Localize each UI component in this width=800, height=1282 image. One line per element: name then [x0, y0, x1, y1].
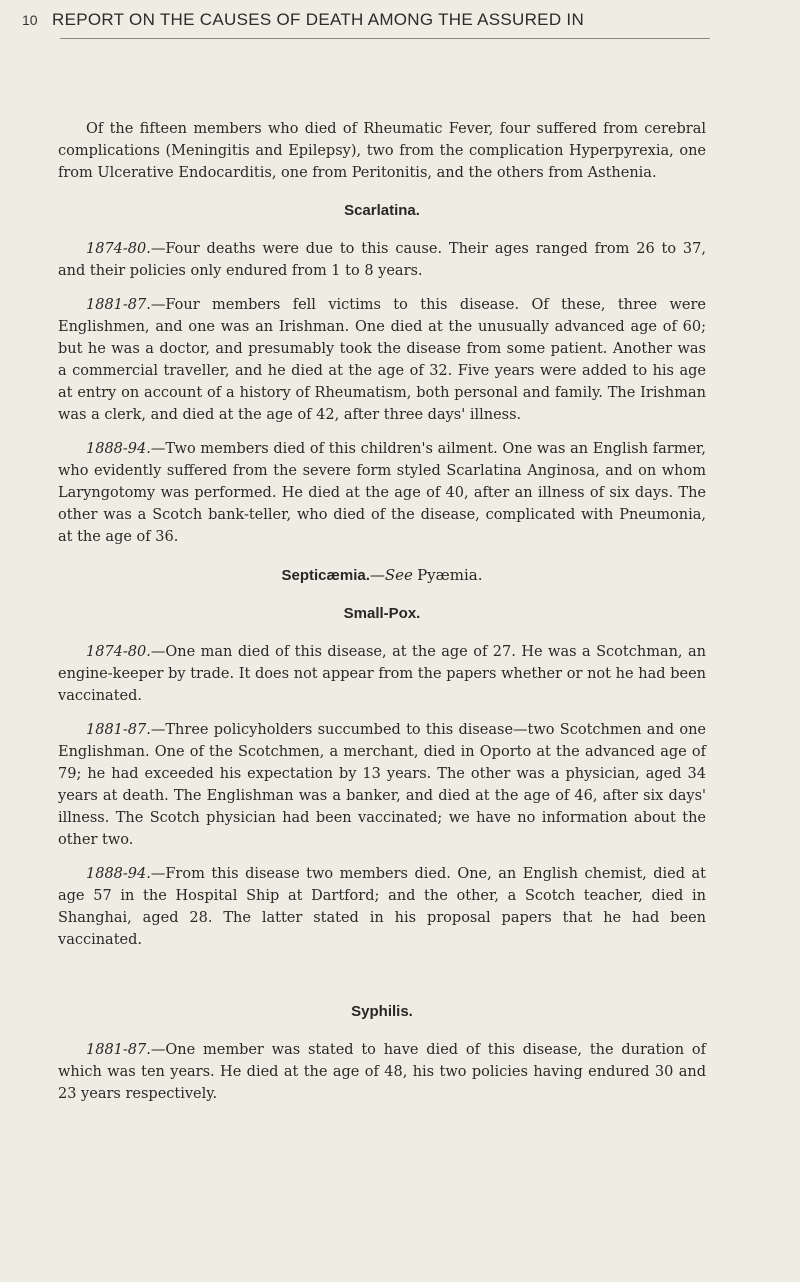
entry-date: 1881-87.: [86, 297, 151, 313]
scarlatina-entry-1881: [58, 294, 706, 426]
entry-date: 1881-87.: [86, 722, 151, 738]
entry-text: —Four members fell victims to this disease. Of these, three were Englishmen, and one was an Irishman. One died at the unusually advanced age of 60; but he was a doctor, and presumably took the disease from some patient. Another was a commercial traveller, and he died at the age of 32. Five years were added to his age at entry on account of a history of Rheumatism, both personal and family. The Irishman was a clerk, and died at the age of 42, after three days' illness.: [58, 297, 706, 423]
scarlatina-entry-1874: [58, 238, 706, 282]
entry-date: 1888-94.: [86, 866, 151, 882]
entry-date: 1874-80.: [86, 241, 151, 257]
see-reference-label: —See: [369, 566, 413, 584]
small-pox-entry-1874: [58, 641, 706, 707]
cross-reference: Pyæmia.: [417, 566, 483, 584]
page-header: [22, 10, 712, 32]
page-body: [58, 118, 706, 1117]
small-pox-entry-1888: [58, 863, 706, 951]
section-heading-septicaemia: [58, 564, 706, 587]
section-heading-syphilis: Syphilis.: [351, 1003, 413, 1020]
entry-text: —One man died of this disease, at the age of 27. He was a Scotchman, an engine-keeper by trade. It does not appear from the papers whether or not he had been vaccinated.: [58, 644, 706, 704]
entry-text: —One member was stated to have died of this disease, the duration of which was ten years. He died at the age of 48, his two policies having endured 30 and 23 years respectively.: [58, 1042, 706, 1102]
small-pox-entry-1881: [58, 719, 706, 851]
septicaemia-title: Septicæmia.: [281, 567, 370, 584]
syphilis-entry-1881: [58, 1039, 706, 1105]
section-gap: [58, 963, 706, 985]
header-rule: [60, 38, 710, 39]
entry-date: 1881-87.: [86, 1042, 151, 1058]
entry-text: —Two members died of this children's ailment. One was an English farmer, who evidently suffered from the severe form styled Scarlatina Anginosa, and on whom Laryngotomy was performed. He died at the age of 40, after an illness of six days. The other was a Scotch bank-teller, who died of the disease, complicated with Pneumonia, at the age of 36.: [58, 441, 706, 545]
scarlatina-entry-1888: [58, 438, 706, 548]
entry-text: —Four deaths were due to this cause. Their ages ranged from 26 to 37, and their policies only endured from 1 to 8 years.: [58, 241, 706, 279]
intro-paragraph: Of the fifteen members who died of Rheumatic Fever, four suffered from cerebral complications (Meningitis and Epilepsy), two from the complication Hyperpyrexia, one from Ulcerative Endocarditis, one from Peritonitis, and the others from Asthenia.: [58, 121, 706, 181]
entry-date: 1874-80.: [86, 644, 151, 660]
entry-text: —Three policyholders succumbed to this disease—two Scotchmen and one Englishman. One of the Scotchmen, a merchant, died in Oporto at the advanced age of 79; he had exceeded his expectation by 13 years. The other was a physician, aged 34 years at death. The Englishman was a banker, and died at the age of 46, after six days' illness. The Scotch physician had been vaccinated; we have no information about the other two.: [58, 722, 706, 848]
entry-text: —From this disease two members died. One, an English chemist, died at age 57 in the Hospital Ship at Dartford; and the other, a Scotch teacher, died in Shanghai, aged 28. The latter stated in his proposal papers that he had been vaccinated.: [58, 866, 706, 948]
entry-date: 1888-94.: [86, 441, 151, 457]
section-heading-small-pox: Small-Pox.: [343, 605, 421, 622]
section-heading-scarlatina: Scarlatina.: [344, 202, 420, 219]
running-head: REPORT ON THE CAUSES OF DEATH AMONG THE ASSURED IN: [52, 10, 585, 29]
page-number: 10: [22, 12, 38, 28]
